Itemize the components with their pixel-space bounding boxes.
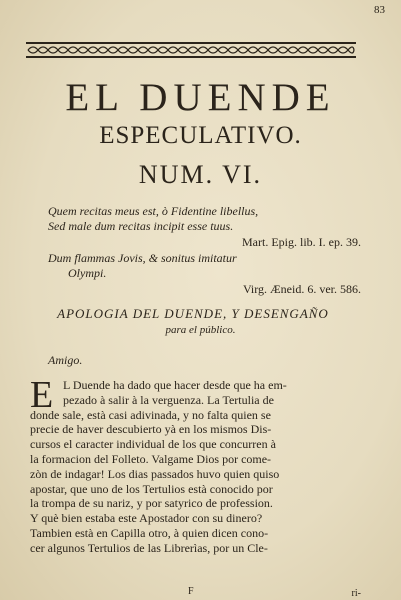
body-line: cer algunos Tertulios de las Librerìas, por un Cle- [30,540,268,555]
body-line: pezado à salir à la verguenza. La Tertulia de [63,392,274,407]
epigraph-line: Quem recitas meus est, ò Fidentine libellus, [48,204,259,218]
epigraph-citation: Virg. Æneid. 6. ver. 586. [242,282,361,296]
catchword: ri- [351,588,361,599]
body-line: Y què bien estaba este Apostador con su dinero? [30,511,263,526]
page-title: EL DUENDE [65,76,336,119]
salutation: Amigo. [48,353,83,367]
body-text [30,374,352,556]
body-line: L Duende ha dado que hacer desde que ha em- [63,378,287,392]
body-line: apostar, que uno de los Tertulios està conocido por [30,481,273,496]
epigraph-line: Dum flammas Jovis, & sonitus imitatur [48,251,237,265]
epigraph-line: Olympi. [68,266,107,280]
body-line: Tambien està en Capilla otro, à quien dicen cono- [30,525,269,540]
issue-number: NUM. VI. [138,160,263,189]
section-heading: APOLOGIA DEL DUENDE, Y DESENGAÑO [57,306,329,321]
body-line: cursos el caracter individual de los que concurren à [30,437,276,452]
body-line: precie de haver descubierto yà en los mismos Dis- [30,422,272,437]
body-line: la trompa de su nariz, y por satyrico de profession. [30,496,273,511]
ornamental-border [26,40,356,60]
body-line: donde sale, està casi adivinada, y no falta quien se [30,407,271,422]
epigraph-line: Sed male dum recitas incipit esse tuus. [48,219,234,233]
epigraph-citation: Mart. Epig. lib. I. ep. 39. [242,235,361,249]
body-line: zòn de indagar! Los dias passados huvo quien quiso [30,466,280,481]
page-number: 83 [374,4,385,16]
page-subtitle: ESPECULATIVO. [99,122,302,149]
signature-mark: F [188,586,194,597]
drop-cap: E [30,374,54,416]
body-line: la formacion del Folleto. Valgame Dios por come- [30,451,272,466]
section-subheading: para el público. [165,324,236,336]
